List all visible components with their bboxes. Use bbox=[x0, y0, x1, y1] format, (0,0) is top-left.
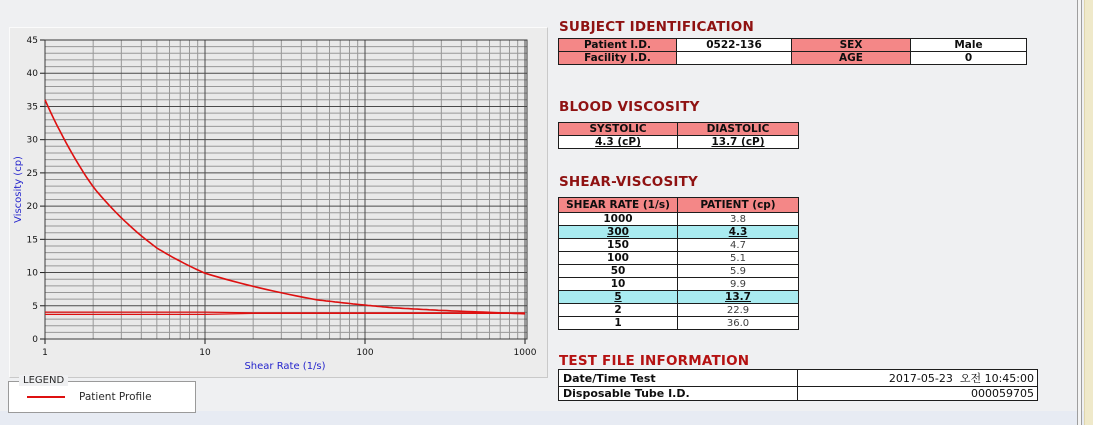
svg-text:30: 30 bbox=[26, 135, 38, 146]
patient-profile-line-sample bbox=[27, 396, 65, 398]
age-value: 0 bbox=[911, 52, 1027, 65]
svg-text:Shear Rate (1/s): Shear Rate (1/s) bbox=[244, 361, 326, 372]
shear-table-row bbox=[559, 226, 799, 239]
shear-rate-cell: 1000 bbox=[559, 213, 678, 226]
table-row bbox=[559, 387, 1038, 401]
blood-viscosity-title: BLOOD VISCOSITY bbox=[559, 99, 700, 115]
svg-text:35: 35 bbox=[26, 102, 38, 113]
shear-rate-cell: 100 bbox=[559, 252, 678, 265]
shear-table-row bbox=[559, 291, 799, 304]
svg-text:0: 0 bbox=[32, 335, 38, 345]
legend-entry-label: Patient Profile bbox=[79, 391, 152, 403]
subject-identification-title: SUBJECT IDENTIFICATION bbox=[559, 19, 754, 35]
shear-rate-cell: 300 bbox=[559, 226, 678, 239]
legend-title: LEGEND bbox=[19, 375, 68, 386]
shear-table-row bbox=[559, 239, 799, 252]
patient-viscosity-cell: 5.1 bbox=[678, 252, 799, 265]
shear-rate-header: SHEAR RATE (1/s) bbox=[559, 198, 678, 213]
table-row bbox=[559, 39, 1027, 52]
shear-table-row bbox=[559, 317, 799, 330]
patient-cp-header: PATIENT (cp) bbox=[678, 198, 799, 213]
svg-text:5: 5 bbox=[32, 301, 38, 312]
table-row bbox=[559, 370, 1038, 387]
viscosity-chart-panel bbox=[9, 27, 548, 378]
shear-table-row bbox=[559, 304, 799, 317]
legend-entry bbox=[9, 382, 195, 412]
patient-viscosity-cell: 22.9 bbox=[678, 304, 799, 317]
window-edge-divider bbox=[1077, 0, 1082, 425]
table-row bbox=[559, 136, 799, 149]
patient-id-label: Patient I.D. bbox=[559, 39, 677, 52]
blood-viscosity-table bbox=[558, 122, 799, 149]
svg-text:20: 20 bbox=[26, 202, 38, 213]
viscosity-chart-svg bbox=[10, 28, 547, 377]
disposable-tube-id-value: 000059705 bbox=[798, 387, 1038, 401]
window-edge-strip bbox=[1084, 0, 1093, 425]
svg-text:Viscosity (cp): Viscosity (cp) bbox=[13, 156, 24, 223]
subject-identification-table bbox=[558, 38, 1027, 65]
test-file-information-table bbox=[558, 369, 1038, 401]
svg-text:45: 45 bbox=[26, 36, 38, 46]
shear-rate-cell: 50 bbox=[559, 265, 678, 278]
diastolic-value: 13.7 (cP) bbox=[678, 136, 799, 149]
svg-text:10: 10 bbox=[26, 268, 38, 279]
chart-legend bbox=[8, 375, 196, 413]
patient-viscosity-cell: 13.7 bbox=[678, 291, 799, 304]
shear-table-row bbox=[559, 213, 799, 226]
window-bottom-strip bbox=[0, 411, 1093, 425]
systolic-value: 4.3 (cP) bbox=[559, 136, 678, 149]
patient-viscosity-cell: 5.9 bbox=[678, 265, 799, 278]
test-file-information-title: TEST FILE INFORMATION bbox=[559, 353, 750, 369]
shear-viscosity-table bbox=[558, 197, 799, 330]
patient-viscosity-cell: 9.9 bbox=[678, 278, 799, 291]
patient-viscosity-cell: 3.8 bbox=[678, 213, 799, 226]
facility-id-label: Facility I.D. bbox=[559, 52, 677, 65]
diastolic-header: DIASTOLIC bbox=[678, 123, 799, 136]
svg-text:10: 10 bbox=[199, 348, 211, 358]
shear-table-row bbox=[559, 252, 799, 265]
facility-id-value bbox=[677, 52, 792, 65]
svg-text:1: 1 bbox=[42, 348, 48, 358]
svg-text:40: 40 bbox=[26, 69, 38, 80]
disposable-tube-id-label: Disposable Tube I.D. bbox=[559, 387, 798, 401]
date-time-test-label: Date/Time Test bbox=[559, 370, 798, 387]
svg-text:15: 15 bbox=[26, 235, 38, 246]
svg-text:25: 25 bbox=[26, 168, 38, 179]
svg-text:1000: 1000 bbox=[513, 348, 537, 358]
shear-rate-cell: 2 bbox=[559, 304, 678, 317]
patient-viscosity-cell: 36.0 bbox=[678, 317, 799, 330]
shear-rate-cell: 1 bbox=[559, 317, 678, 330]
table-row bbox=[559, 123, 799, 136]
date-time-test-value: 2017-05-23 오전 10:45:00 bbox=[798, 370, 1038, 387]
svg-text:100: 100 bbox=[356, 348, 374, 358]
age-label: AGE bbox=[792, 52, 911, 65]
table-row bbox=[559, 52, 1027, 65]
shear-rate-cell: 5 bbox=[559, 291, 678, 304]
patient-id-value: 0522-136 bbox=[677, 39, 792, 52]
shear-rate-cell: 10 bbox=[559, 278, 678, 291]
patient-viscosity-cell: 4.7 bbox=[678, 239, 799, 252]
shear-rate-cell: 150 bbox=[559, 239, 678, 252]
systolic-header: SYSTOLIC bbox=[559, 123, 678, 136]
shear-table-body bbox=[559, 213, 799, 330]
table-row bbox=[559, 198, 799, 213]
sex-label: SEX bbox=[792, 39, 911, 52]
patient-viscosity-cell: 4.3 bbox=[678, 226, 799, 239]
shear-table-row bbox=[559, 265, 799, 278]
sex-value: Male bbox=[911, 39, 1027, 52]
shear-table-row bbox=[559, 278, 799, 291]
shear-viscosity-title: SHEAR-VISCOSITY bbox=[559, 174, 699, 190]
